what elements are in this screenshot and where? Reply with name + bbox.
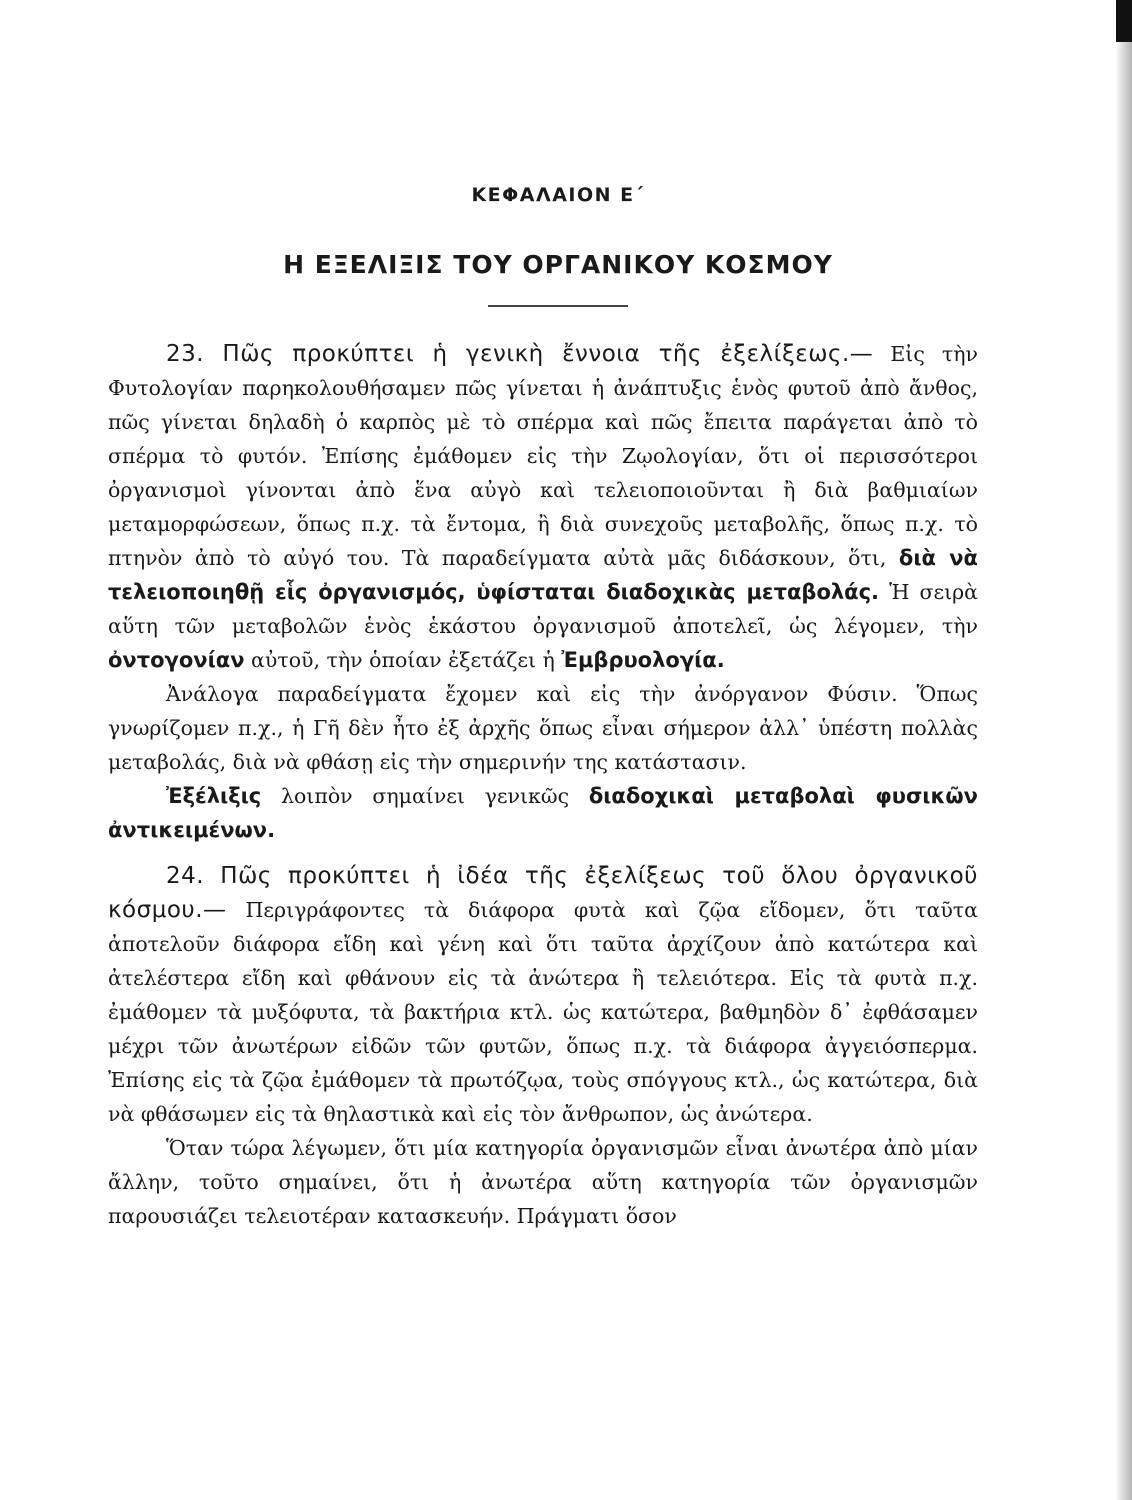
scan-corner-shadow	[1116, 0, 1132, 42]
section-23-paragraph-3	[108, 779, 978, 847]
section-23-p3-text: λοιπὸν σημαίνει γενικῶς	[280, 783, 570, 808]
title-divider	[488, 305, 628, 307]
section-23-paragraph-2: Ἀνάλογα παραδείγματα ἔχομεν καὶ εἰς τὴν ἀνόργανον Φύσιν. Ὅπως γνωρίζομεν π.χ., ἡ Γῆ δὲν ἦτο ἐξ ἀρχῆς ὅπως εἶναι σήμερον ἀλλ᾿ ὑπέστη πολλὰς μεταβολάς, διὰ νὰ φθάσῃ εἰς τὴν σημερινήν της κατάστασιν.	[108, 681, 978, 774]
section-24-text-1: Περιγράφοντες τὰ διάφορα φυτὰ καὶ ζῷα εἴδομεν, ὅτι ταῦτα ἀποτελοῦν διάφορα εἴδη καὶ γένη καὶ ὅτι ταῦτα ἀρχίζουν ἀπὸ κατώτερα καὶ ἀτελέστερα εἴδη καὶ φθάνουν εἰς τὰ ἀνώτερα ἢ τελειότερα. Εἰς τὰ φυτὰ π.χ. ἐμάθομεν τὰ μυξόφυτα, τὰ βακτήρια κτλ. ὡς κατώτερα, βαθμηδὸν δ᾿ ἐφθάσαμεν μέχρι τῶν ἀνωτέρων εἰδῶν τῶν φυτῶν, ὅπως π.χ. τὰ διάφορα ἀγγειόσπερμα. Ἐπίσης εἰς τὰ ζῷα ἐμάθομεν τὰ πρωτόζῳα, τοὺς σπόγγους κτλ., ὡς κατώτερα, διὰ νὰ φθάσωμεν εἰς τὰ θηλαστικὰ καὶ εἰς τὸν ἄνθρωπον, ὡς ἀνώτερα.	[108, 897, 978, 1126]
book-page	[108, 184, 978, 1233]
section-23-bold-3: Ἐμβρυολογία.	[561, 647, 725, 672]
section-23-text-1: Εἰς τὴν Φυτολογίαν παρηκολουθήσαμεν πῶς γίνεται ἡ ἀνάπτυξις ἑνὸς φυτοῦ ἀπὸ ἄνθος, πῶς γίνεται δηλαδὴ ὁ καρπὸς μὲ τὸ σπέρμα καὶ πῶς ἔπειτα παράγεται ἀπὸ τὸ σπέρμα τὸ φυτόν. Ἐπίσης ἐμάθομεν εἰς τὴν Ζῳολογίαν, ὅτι οἱ περισσότεροι ὀργανισμοὶ γίνονται ἀπὸ ἕνα αὐγὸ καὶ τελειοποιοῦνται ἢ διὰ βαθμιαίων μεταμορφώσεων, ὅπως π.χ. τὰ ἔντομα, ἢ διὰ συνεχοῦς μεταβολῆς, ὅπως π.χ. τὸ πτηνὸν ἀπὸ τὸ αὐγό του. Τὰ παραδείγματα αὐτὰ μᾶς διδάσκουν, ὅτι,	[108, 341, 978, 570]
section-23-p3-bold-2: διαδοχικαὶ μεταβολαὶ φυσικῶν ἀντικειμένων.	[108, 783, 978, 842]
chapter-title: Η ΕΞΕΛΙΞΙΣ ΤΟΥ ΟΡΓΑΝΙΚΟΥ ΚΟΣΜΟΥ	[283, 250, 833, 279]
section-23-heading: 23. Πῶς προκύπτει ἡ γενικὴ ἔννοια τῆς ἐξελίξεως.—	[166, 340, 874, 367]
section-23-p3-bold-1: Ἐξέλιξις	[166, 783, 262, 808]
section-24-heading: 24. Πῶς προκύπτει ἡ ἰδέα τῆς ἐξελίξεως τοῦ ὅλου ὀργανικοῦ κόσμου.—	[108, 862, 978, 923]
scan-page-edge	[1116, 0, 1132, 1500]
section-24-paragraph	[108, 859, 978, 1131]
section-23-text-2: Ἡ σειρὰ αὕτη τῶν μεταβολῶν ἑνὸς ἑκάστου ὀργανισμοῦ ἀποτελεῖ, ὡς λέγομεν, τὴν	[108, 579, 979, 638]
section-23-text-3: αὐτοῦ, τὴν ὁποίαν ἐξετάζει ἡ	[251, 647, 555, 672]
chapter-label: ΚΕΦΑΛΑΙΟΝ Ε΄	[471, 184, 645, 206]
section-23-paragraph	[108, 337, 978, 677]
section-23-bold-1: διὰ νὰ τελειοποιηθῇ εἷς ὀργανισμός, ὑφίσταται διαδοχικὰς μεταβολάς.	[108, 545, 978, 604]
section-23-bold-2: ὀντογονίαν	[108, 647, 245, 672]
section-24-paragraph-2: Ὅταν τώρα λέγωμεν, ὅτι μία κατηγορία ὀργανισμῶν εἶναι ἀνωτέρα ἀπὸ μίαν ἄλλην, τοῦτο σημαίνει, ὅτι ἡ ἀνωτέρα αὕτη κατηγορία τῶν ὀργανισμῶν παρουσιάζει τελειοτέραν κατασκευήν. Πράγματι ὅσον	[108, 1135, 978, 1228]
